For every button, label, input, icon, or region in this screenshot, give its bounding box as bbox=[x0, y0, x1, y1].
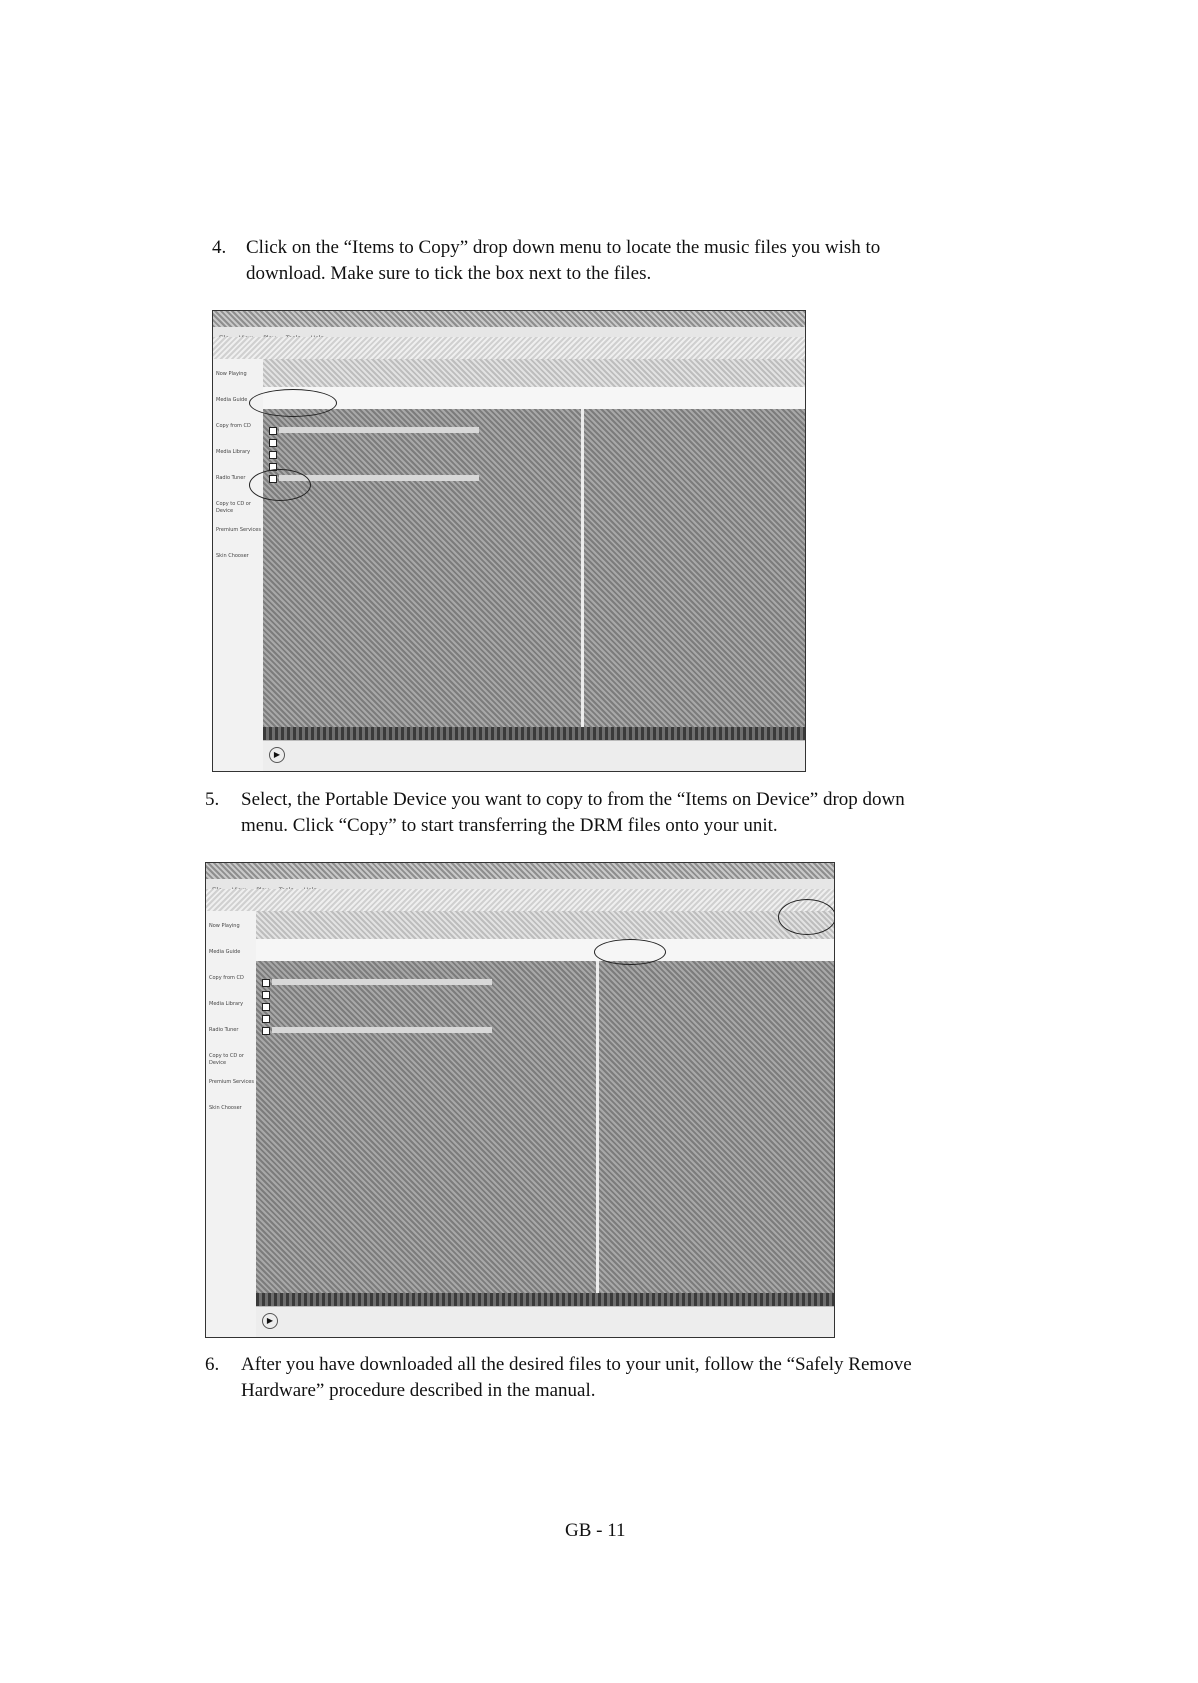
file-checkbox bbox=[262, 1027, 270, 1035]
window-menu-bar bbox=[206, 879, 834, 889]
copy-toolbar bbox=[263, 359, 805, 387]
status-bar bbox=[263, 727, 805, 741]
sidebar-item: Skin Chooser bbox=[209, 1105, 242, 1111]
copy-toolbar bbox=[256, 911, 834, 939]
sidebar-item: Now Playing bbox=[216, 371, 247, 377]
step-number: 4. bbox=[212, 237, 227, 258]
screenshot-items-to-copy bbox=[212, 310, 806, 772]
taskbar-sidebar bbox=[213, 359, 264, 771]
column-header bbox=[263, 387, 805, 410]
items-on-device-pane bbox=[584, 409, 805, 727]
sidebar-item: Radio Tuner bbox=[209, 1027, 239, 1033]
file-checkbox bbox=[262, 991, 270, 999]
sidebar-item: Radio Tuner bbox=[216, 475, 246, 481]
items-to-copy-pane bbox=[263, 409, 581, 727]
sidebar-item: Premium Services bbox=[209, 1079, 254, 1085]
sidebar-item: Skin Chooser bbox=[216, 553, 249, 559]
page-number: GB - 11 bbox=[565, 1520, 626, 1541]
screenshot-items-on-device bbox=[205, 862, 835, 1338]
file-checkbox bbox=[269, 427, 277, 435]
sidebar-item: Media Guide bbox=[216, 397, 248, 403]
play-icon: ▶ bbox=[262, 1313, 278, 1329]
file-row bbox=[272, 979, 492, 985]
column-header bbox=[256, 939, 834, 962]
file-checkbox bbox=[262, 1015, 270, 1023]
window-toolbar bbox=[206, 889, 834, 911]
step-text-line-2: Hardware” procedure described in the manual. bbox=[241, 1380, 596, 1401]
step-text-line-1: After you have downloaded all the desired files to your unit, follow the “Safely Remove bbox=[241, 1354, 912, 1375]
status-bar bbox=[256, 1293, 834, 1307]
items-to-copy-pane bbox=[256, 961, 596, 1293]
highlight-oval bbox=[249, 469, 311, 501]
step-text-line-2: menu. Click “Copy” to start transferring the DRM files onto your unit. bbox=[241, 815, 778, 836]
step-number: 6. bbox=[205, 1354, 220, 1375]
step-text-line-2: download. Make sure to tick the box next to the files. bbox=[246, 263, 652, 284]
step-number: 5. bbox=[205, 789, 220, 810]
file-row bbox=[272, 1027, 492, 1033]
sidebar-item: Premium Services bbox=[216, 527, 261, 533]
sidebar-item: Copy to CD or Device bbox=[209, 1053, 244, 1066]
window-title-bar bbox=[206, 863, 834, 879]
player-controls bbox=[263, 740, 805, 771]
highlight-oval bbox=[594, 939, 666, 965]
window-toolbar bbox=[213, 337, 805, 359]
file-row bbox=[279, 427, 479, 433]
window-title-bar bbox=[213, 311, 805, 327]
items-on-device-pane bbox=[599, 961, 834, 1293]
sidebar-item: Copy from CD bbox=[209, 975, 244, 981]
sidebar-item: Media Library bbox=[209, 1001, 244, 1007]
step-text-line-1: Click on the “Items to Copy” drop down menu to locate the music files you wish to bbox=[246, 237, 881, 258]
highlight-oval bbox=[778, 899, 835, 935]
sidebar-item: Copy to CD or Device bbox=[216, 501, 251, 514]
sidebar-item: Now Playing bbox=[209, 923, 240, 929]
player-controls bbox=[256, 1306, 834, 1337]
window-menu-bar bbox=[213, 327, 805, 337]
sidebar-item: Copy from CD bbox=[216, 423, 251, 429]
file-checkbox bbox=[262, 979, 270, 987]
file-checkbox bbox=[269, 439, 277, 447]
file-checkbox bbox=[269, 451, 277, 459]
play-icon: ▶ bbox=[269, 747, 285, 763]
highlight-oval bbox=[249, 389, 337, 417]
step-text-line-1: Select, the Portable Device you want to copy to from the “Items on Device” drop down bbox=[241, 789, 905, 810]
sidebar-item: Media Library bbox=[216, 449, 251, 455]
taskbar-sidebar bbox=[206, 911, 257, 1337]
sidebar-item: Media Guide bbox=[209, 949, 241, 955]
file-checkbox bbox=[262, 1003, 270, 1011]
